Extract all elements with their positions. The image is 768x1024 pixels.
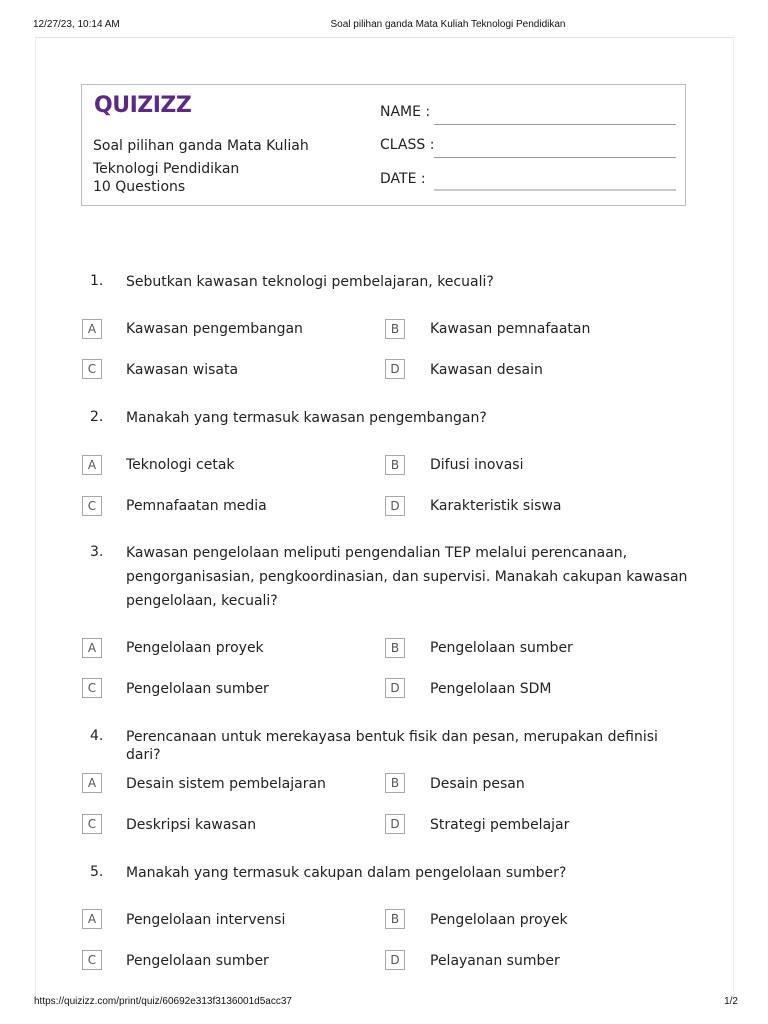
option-letter-d[interactable]: D xyxy=(385,814,405,834)
option-text: Pengelolaan sumber xyxy=(126,681,269,697)
option-text: Pengelolaan proyek xyxy=(430,912,568,928)
question-text: Manakah yang termasuk kawasan pengembangan? xyxy=(126,410,487,426)
option-letter-b[interactable]: B xyxy=(385,909,405,929)
option-letter-b[interactable]: B xyxy=(385,455,405,475)
question-number: 5. xyxy=(90,864,104,880)
question-number: 4. xyxy=(90,728,104,744)
print-header xyxy=(0,16,768,32)
option-text: Deskripsi kawasan xyxy=(126,817,257,833)
class-line xyxy=(434,157,676,158)
print-footer xyxy=(0,994,768,1010)
option-text: Pengelolaan sumber xyxy=(126,953,269,969)
class-label: CLASS : xyxy=(380,137,435,153)
question-count: 10 Questions xyxy=(93,179,186,195)
option-letter-a[interactable]: A xyxy=(82,319,102,339)
print-url[interactable]: https://quizizz.com/print/quiz/60692e313f3136001d5acc37 xyxy=(34,996,292,1007)
question-text: Kawasan pengelolaan meliputi pengendalian TEP melalui perencanaan, pengorganisasian, pengkoordinasian, dan supervisi. Manakah cakupan kawasan pengelolaan, kecuali? xyxy=(126,545,688,609)
option-text: Pelayanan sumber xyxy=(430,953,560,969)
name-line xyxy=(434,124,676,125)
option-letter-d[interactable]: D xyxy=(385,950,405,970)
option-text: Kawasan desain xyxy=(430,362,543,378)
quiz-title: Soal pilihan ganda Mata Kuliah Teknologi Pendidikan xyxy=(93,138,309,177)
option-letter-a[interactable]: A xyxy=(82,455,102,475)
option-text: Pengelolaan sumber xyxy=(430,640,573,656)
print-datetime: 12/27/23, 10:14 AM xyxy=(33,19,120,30)
option-text: Strategi pembelajar xyxy=(430,817,570,833)
option-letter-c[interactable]: C xyxy=(82,496,102,516)
option-text: Karakteristik siswa xyxy=(430,498,562,514)
option-letter-b[interactable]: B xyxy=(385,773,405,793)
option-text: Kawasan pemnafaatan xyxy=(430,321,591,337)
option-text: Kawasan pengembangan xyxy=(126,321,303,337)
option-letter-c[interactable]: C xyxy=(82,359,102,379)
option-text: Pemnafaatan media xyxy=(126,498,267,514)
option-letter-d[interactable]: D xyxy=(385,359,405,379)
option-text: Pengelolaan intervensi xyxy=(126,912,286,928)
option-letter-d[interactable]: D xyxy=(385,678,405,698)
option-text: Pengelolaan SDM xyxy=(430,681,552,697)
option-text: Desain pesan xyxy=(430,776,525,792)
question-number: 2. xyxy=(90,409,104,425)
question-text: Manakah yang termasuk cakupan dalam pengelolaan sumber? xyxy=(126,865,567,881)
option-letter-b[interactable]: B xyxy=(385,638,405,658)
question-text: Sebutkan kawasan teknologi pembelajaran, kecuali? xyxy=(126,274,494,290)
quizizz-logo: QUIZIZZ xyxy=(94,93,192,118)
question-text: Perencanaan untuk merekayasa bentuk fisik dan pesan, merupakan definisi dari? xyxy=(126,729,658,763)
option-text: Teknologi cetak xyxy=(126,457,235,473)
option-letter-b[interactable]: B xyxy=(385,319,405,339)
question-number: 3. xyxy=(90,544,104,560)
option-text: Difusi inovasi xyxy=(430,457,524,473)
option-text: Desain sistem pembelajaran xyxy=(126,776,326,792)
option-letter-a[interactable]: A xyxy=(82,909,102,929)
option-letter-c[interactable]: C xyxy=(82,950,102,970)
option-letter-c[interactable]: C xyxy=(82,814,102,834)
quiz-header-box xyxy=(81,84,686,206)
name-label: NAME : xyxy=(380,104,431,120)
option-text: Pengelolaan proyek xyxy=(126,640,264,656)
option-letter-a[interactable]: A xyxy=(82,638,102,658)
option-letter-a[interactable]: A xyxy=(82,773,102,793)
option-letter-d[interactable]: D xyxy=(385,496,405,516)
print-doc-title: Soal pilihan ganda Mata Kuliah Teknologi Pendidikan xyxy=(330,19,566,30)
page-number: 1/2 xyxy=(724,996,738,1007)
date-label: DATE : xyxy=(380,171,426,187)
date-line xyxy=(434,189,676,191)
option-text: Kawasan wisata xyxy=(126,362,239,378)
question-number: 1. xyxy=(90,273,104,289)
option-letter-c[interactable]: C xyxy=(82,678,102,698)
